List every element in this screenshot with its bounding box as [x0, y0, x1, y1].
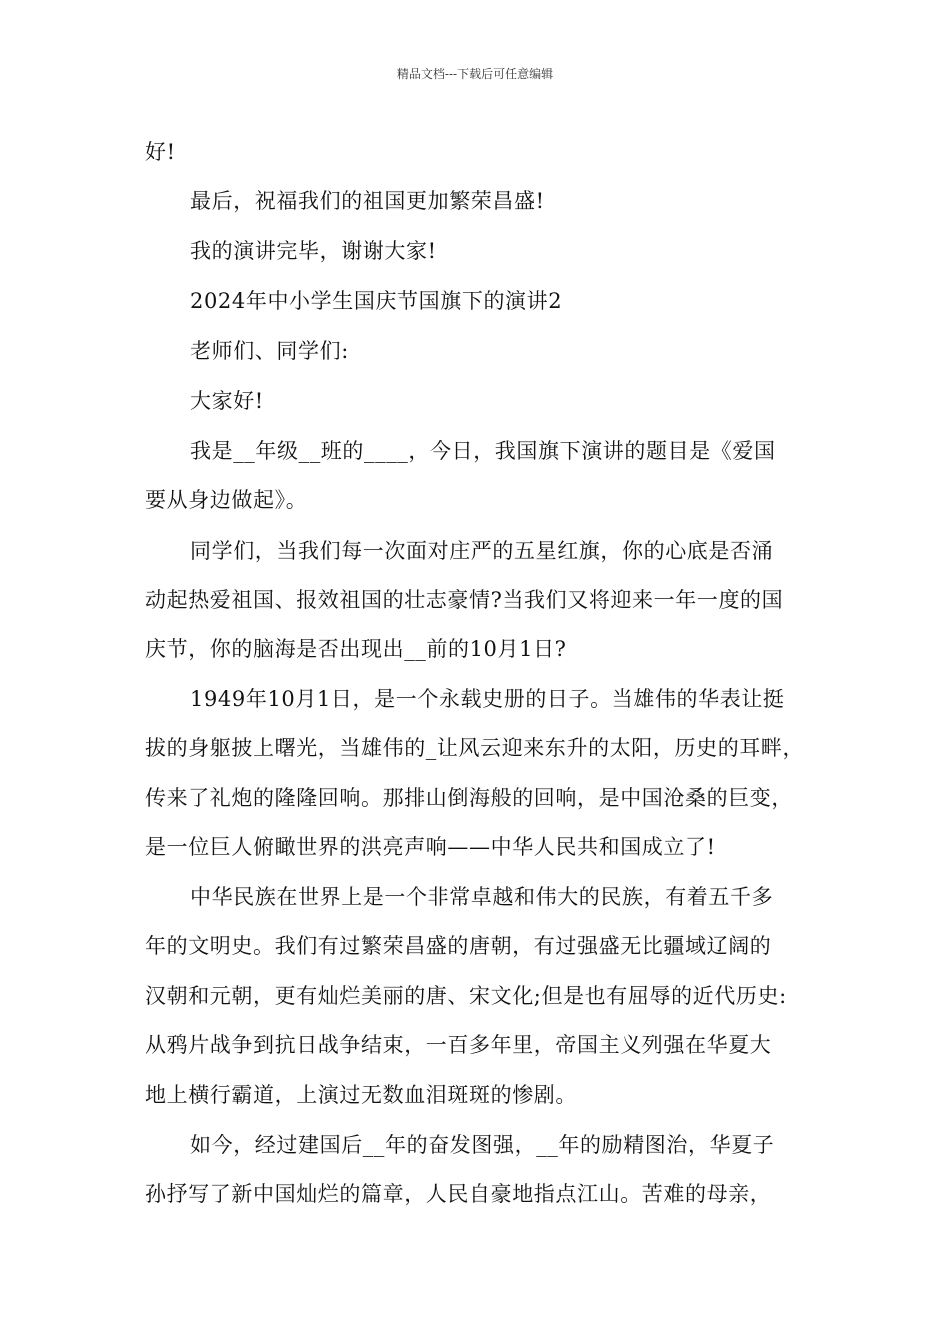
- text-line: 地上横行霸道，上演过无数血泪斑斑的惨剧。: [145, 1083, 577, 1107]
- text-line: 老师们、同学们:: [190, 339, 349, 363]
- text-line: 大家好!: [190, 389, 264, 413]
- text-line: 拔的身躯披上曙光，当雄伟的_让风云迎来东升的太阳，历史的耳畔，: [145, 736, 805, 760]
- text-line: 庆节，你的脑海是否出现出__前的10月1日?: [145, 637, 567, 661]
- text-line: 动起热爱祖国、报效祖国的壮志豪情?当我们又将迎来一年一度的国: [145, 588, 784, 612]
- text-line: 中华民族在世界上是一个非常卓越和伟大的民族，有着五千多: [190, 885, 774, 909]
- text-line: 1949年10月1日，是一个永载史册的日子。当雄伟的华表让挺: [190, 687, 785, 711]
- text-line: 我的演讲完毕，谢谢大家!: [190, 239, 437, 263]
- text-line: 孙抒写了新中国灿烂的篇章，人民自豪地指点江山。苦难的母亲，: [145, 1182, 772, 1206]
- text-line: 从鸦片战争到抗日战争结束，一百多年里，帝国主义列强在华夏大: [145, 1033, 772, 1057]
- text-line: 我是__年级__班的____，今日，我国旗下演讲的题目是《爱国: [190, 439, 776, 463]
- page-header: 精品文档---下载后可任意编辑: [396, 67, 554, 81]
- text-line: 传来了礼炮的隆隆回响。那排山倒海般的回响，是中国沧桑的巨变，: [145, 786, 793, 810]
- text-line: 最后，祝福我们的祖国更加繁荣昌盛!: [190, 189, 545, 213]
- section-title: 2024年中小学生国庆节国旗下的演讲2: [190, 289, 563, 313]
- text-line: 年的文明史。我们有过繁荣昌盛的唐朝，有过强盛无比疆域辽阔的: [145, 934, 772, 958]
- text-line: 汉朝和元朝，更有灿烂美丽的唐、宋文化;但是也有屈辱的近代历史:: [145, 984, 787, 1008]
- text-line: 如今，经过建国后__年的奋发图强，__年的励精图治，华夏子: [190, 1133, 775, 1157]
- text-line: 同学们，当我们每一次面对庄严的五星红旗，你的心底是否涌: [190, 539, 774, 563]
- text-line: 要从身边做起》。: [145, 488, 308, 512]
- text-line: 是一位巨人俯瞰世界的洪亮声响——中华人民共和国成立了!: [145, 835, 716, 859]
- text-line: 好!: [145, 140, 176, 164]
